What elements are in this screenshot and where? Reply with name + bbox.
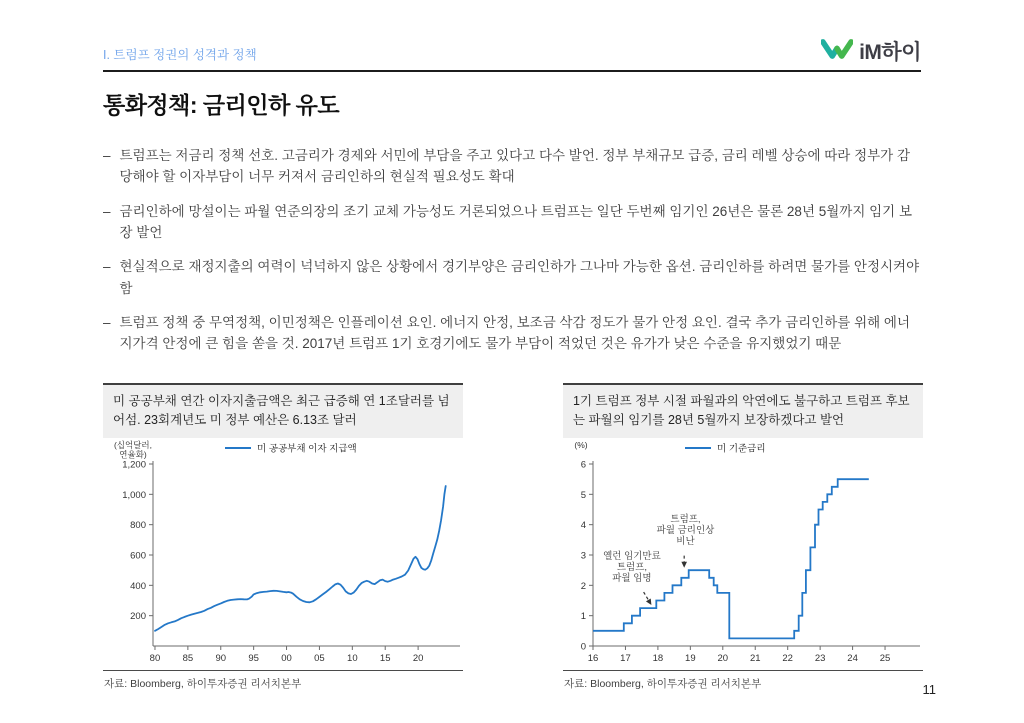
svg-text:트럼프,: 트럼프,	[670, 513, 701, 525]
chart-caption: 미 공공부채 연간 이자지출금액은 최근 급증해 연 1조달러를 넘어섬. 23회계년도 미 정부 예산은 6.13조 달러	[103, 383, 463, 438]
svg-text:600: 600	[130, 550, 146, 561]
bullet-marker: –	[103, 148, 111, 163]
bullet-text: 트럼프 정책 중 무역정책, 이민정책은 인플레이션 요인. 에너지 안정, 보조금 삭감 정도가 물가 안정 요인. 결국 추가 금리인하를 위해 에너지가격 안정에 큰 힘을 쏟을 것. 2017년 트럼프 1기 호경기에도 물가 부담이 적었던 것은 유가가 낮은 수준을 유지했었기 때문	[119, 314, 910, 352]
svg-text:16: 16	[587, 652, 599, 664]
svg-text:800: 800	[130, 519, 146, 531]
bullet-item	[103, 145, 921, 188]
fed-rate-chart	[563, 438, 923, 670]
page-number: 11	[922, 682, 936, 697]
svg-text:옐런 임기만료: 옐런 임기만료	[603, 550, 661, 562]
bullet-marker: –	[103, 314, 111, 330]
chart-box-fed-rate	[563, 383, 923, 691]
svg-text:트럼프,: 트럼프,	[616, 561, 648, 573]
svg-text:3: 3	[580, 550, 586, 561]
debt-interest-chart	[103, 438, 463, 670]
logo-bird-icon	[821, 36, 853, 66]
chart-box-debt-interest	[103, 383, 463, 691]
svg-text:6: 6	[580, 459, 586, 470]
svg-text:1,000: 1,000	[122, 489, 146, 501]
bullet-item	[103, 312, 921, 355]
chart-caption: 1기 트럼프 정부 시절 파월과의 악연에도 불구하고 트럼프 후보는 파월의 임기를 28년 5월까지 보장하겠다고 발언	[563, 383, 923, 438]
bullet-marker: –	[103, 259, 111, 275]
svg-text:21: 21	[749, 652, 761, 664]
svg-text:85: 85	[182, 652, 194, 664]
svg-text:22: 22	[782, 652, 793, 664]
svg-text:2: 2	[580, 580, 586, 592]
bullet-item	[103, 201, 921, 244]
chart-source: 자료: Bloomberg, 하이투자증권 리서치본부	[563, 670, 923, 691]
svg-text:미 기준금리: 미 기준금리	[717, 443, 766, 454]
bullet-item	[103, 256, 921, 299]
svg-text:90: 90	[215, 652, 227, 664]
svg-text:파월 임명: 파월 임명	[612, 572, 652, 584]
svg-text:00: 00	[281, 652, 292, 664]
svg-text:비난: 비난	[676, 535, 695, 547]
svg-text:200: 200	[130, 610, 146, 622]
svg-text:95: 95	[248, 652, 259, 664]
bullet-text: 금리인하에 망설이는 파월 연준의장의 조기 교체 가능성도 거론되었으나 트럼프는 일단 두번째 임기인 26년은 물론 28년 5월까지 임기 보장 발언	[119, 203, 912, 240]
page-title: 통화정책: 금리인하 유도	[103, 92, 340, 118]
svg-text:연율화): 연율화)	[119, 449, 147, 459]
chart-source: 자료: Bloomberg, 하이투자증권 리서치본부	[103, 670, 463, 691]
svg-text:(%): (%)	[574, 439, 588, 450]
svg-text:19: 19	[685, 652, 696, 664]
svg-text:1: 1	[580, 610, 586, 622]
charts-row	[103, 383, 923, 691]
svg-text:파월 금리인상: 파월 금리인상	[656, 524, 715, 536]
svg-text:400: 400	[130, 580, 146, 592]
svg-text:0: 0	[580, 641, 586, 652]
svg-text:5: 5	[580, 489, 586, 501]
svg-text:17: 17	[620, 652, 631, 664]
bullet-text: 트럼프는 저금리 정책 선호. 고금리가 경제와 서민에 부담을 주고 있다고 다수 발언. 정부 부채규모 급증, 금리 레벨 상승에 따라 정부가 감당해야 할 이자부담이 너무 커져서 금리인하의 현실적 필요성도 확대	[119, 148, 910, 185]
svg-text:15: 15	[379, 652, 391, 664]
svg-text:20: 20	[717, 652, 729, 664]
logo-text: iM하이	[859, 41, 921, 64]
svg-text:(십억달러,: (십억달러,	[113, 439, 153, 450]
svg-text:23: 23	[814, 652, 826, 664]
bullet-text: 현실적으로 재정지출의 여력이 넉넉하지 않은 상황에서 경기부양은 금리인하가 그나마 가능한 옵션. 금리인하를 하려면 물가를 안정시켜야 함	[119, 259, 920, 296]
svg-text:20: 20	[412, 652, 424, 664]
svg-text:4: 4	[580, 519, 586, 531]
breadcrumb-section-label: I. 트럼프 정권의 성격과 정책	[103, 48, 257, 62]
svg-text:18: 18	[652, 652, 664, 664]
bullet-list	[103, 145, 921, 355]
svg-text:10: 10	[347, 652, 358, 664]
svg-text:25: 25	[879, 652, 891, 664]
svg-text:80: 80	[149, 652, 161, 664]
svg-text:미 공공부채 이자 지급액: 미 공공부채 이자 지급액	[257, 443, 357, 454]
svg-text:24: 24	[847, 652, 858, 664]
bullet-marker: –	[103, 203, 111, 219]
company-logo	[821, 36, 921, 66]
header	[103, 0, 921, 72]
svg-text:05: 05	[314, 652, 325, 664]
svg-text:1,200: 1,200	[122, 459, 146, 470]
